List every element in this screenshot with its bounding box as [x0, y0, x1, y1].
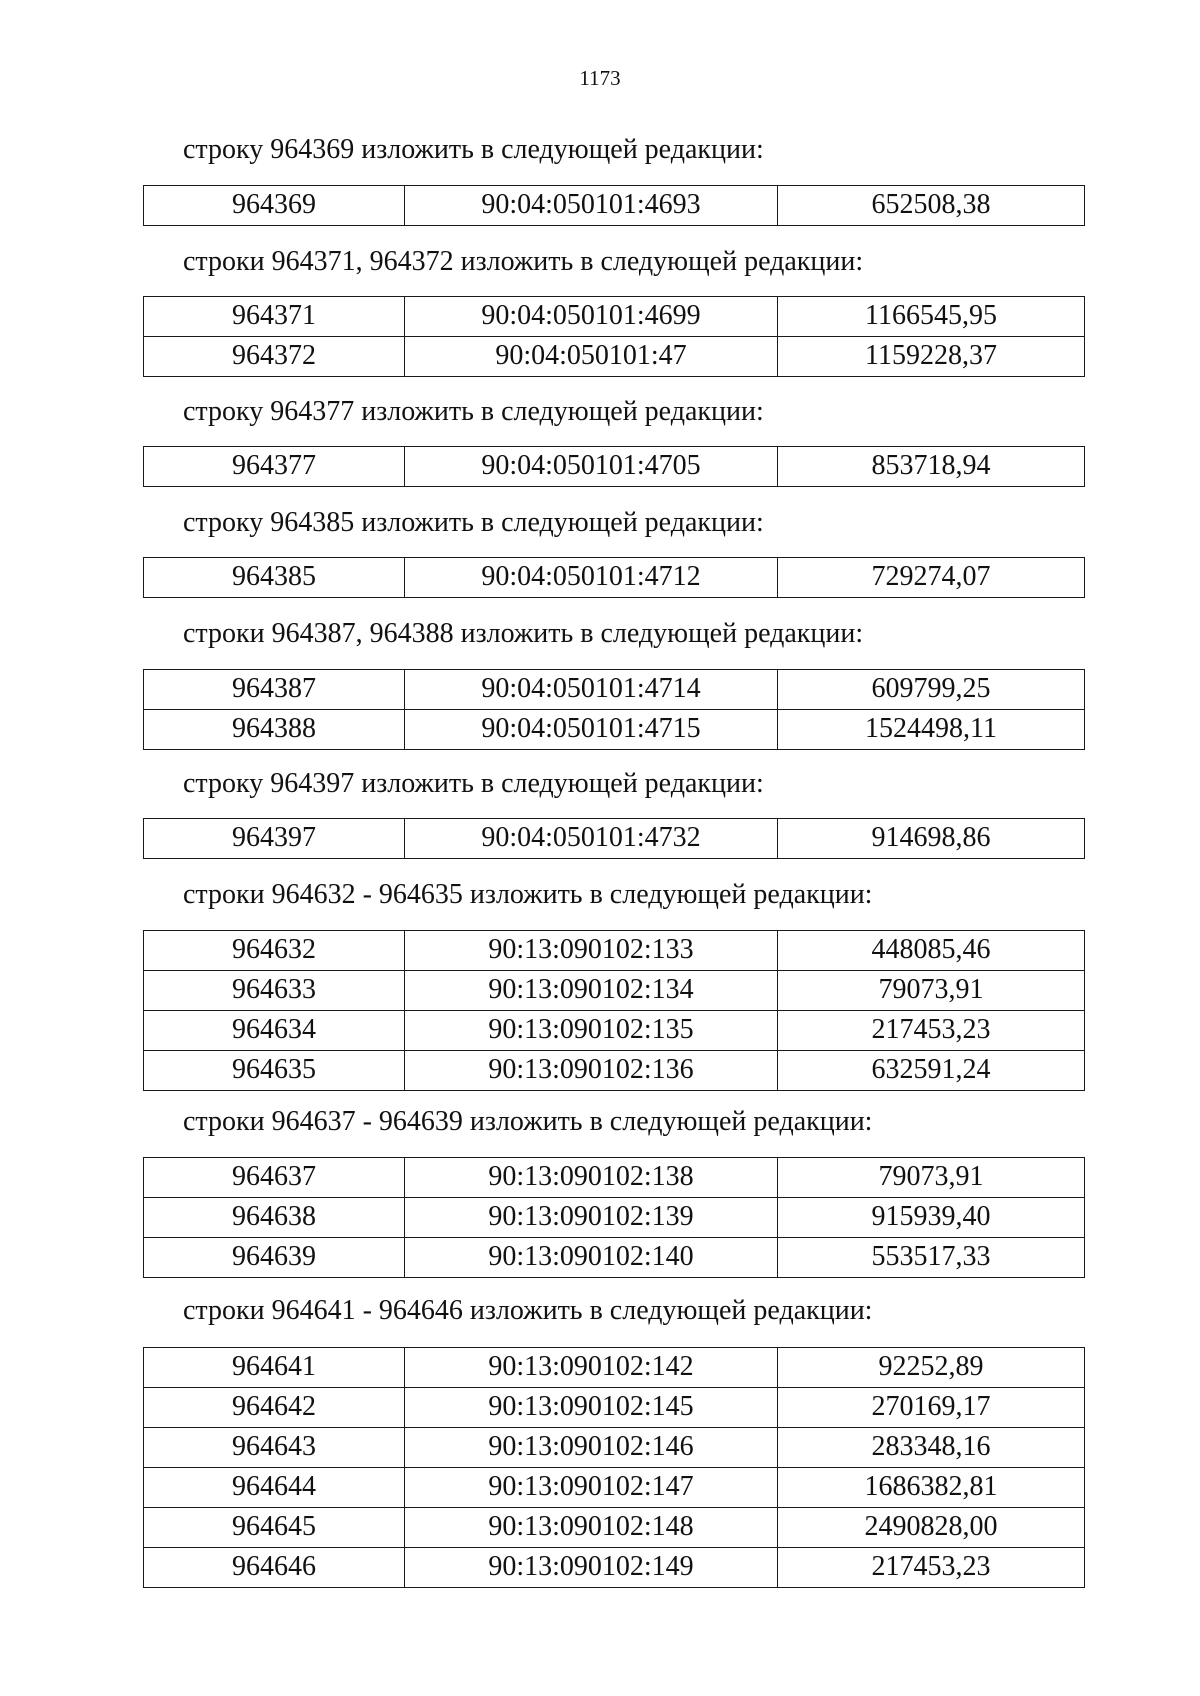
table-row — [144, 931, 1085, 971]
cadastral-number-cell: 90:13:090102:136 — [405, 1051, 778, 1091]
cadastral-number-cell: 90:13:090102:135 — [405, 1011, 778, 1051]
section-instruction: строки 964387, 964388 изложить в следующей редакции: — [183, 618, 864, 649]
cadastral-number-cell: 90:04:050101:4715 — [405, 710, 778, 750]
table-row — [144, 297, 1085, 337]
cadastral-number-cell: 90:04:050101:4714 — [405, 670, 778, 710]
value-cell: 217453,23 — [778, 1011, 1085, 1051]
row-number-cell: 964644 — [144, 1468, 405, 1508]
section-table — [143, 930, 1085, 1091]
table-row — [144, 1468, 1085, 1508]
value-cell: 79073,91 — [778, 1158, 1085, 1198]
row-number-cell: 964637 — [144, 1158, 405, 1198]
row-number-cell: 964635 — [144, 1051, 405, 1091]
value-cell: 92252,89 — [778, 1348, 1085, 1388]
table-row — [144, 1051, 1085, 1091]
value-cell: 609799,25 — [778, 670, 1085, 710]
cadastral-number-cell: 90:04:050101:4705 — [405, 447, 778, 487]
value-cell: 729274,07 — [778, 558, 1085, 598]
row-number-cell: 964397 — [144, 819, 405, 859]
cadastral-number-cell: 90:13:090102:149 — [405, 1548, 778, 1588]
section-table — [143, 446, 1085, 487]
value-cell: 283348,16 — [778, 1428, 1085, 1468]
value-cell: 217453,23 — [778, 1548, 1085, 1588]
cadastral-number-cell: 90:13:090102:146 — [405, 1428, 778, 1468]
row-number-cell: 964377 — [144, 447, 405, 487]
value-cell: 853718,94 — [778, 447, 1085, 487]
row-number-cell: 964641 — [144, 1348, 405, 1388]
value-cell: 1166545,95 — [778, 297, 1085, 337]
section-table — [143, 296, 1085, 377]
row-number-cell: 964388 — [144, 710, 405, 750]
value-cell: 652508,38 — [778, 186, 1085, 226]
page-number: 1173 — [579, 66, 621, 90]
row-number-cell: 964642 — [144, 1388, 405, 1428]
value-cell: 632591,24 — [778, 1051, 1085, 1091]
cadastral-number-cell: 90:13:090102:147 — [405, 1468, 778, 1508]
section-instruction: строку 964377 изложить в следующей редакции: — [183, 396, 764, 427]
section-table — [143, 1157, 1085, 1278]
cadastral-number-cell: 90:13:090102:133 — [405, 931, 778, 971]
table-row — [144, 710, 1085, 750]
table-row — [144, 337, 1085, 377]
row-number-cell: 964638 — [144, 1198, 405, 1238]
cadastral-number-cell: 90:13:090102:139 — [405, 1198, 778, 1238]
table-row — [144, 670, 1085, 710]
value-cell: 1159228,37 — [778, 337, 1085, 377]
value-cell: 79073,91 — [778, 971, 1085, 1011]
section-instruction: строки 964371, 964372 изложить в следующей редакции: — [183, 246, 864, 277]
cadastral-number-cell: 90:13:090102:148 — [405, 1508, 778, 1548]
table-row — [144, 1238, 1085, 1278]
table-row — [144, 558, 1085, 598]
row-number-cell: 964372 — [144, 337, 405, 377]
row-number-cell: 964385 — [144, 558, 405, 598]
table-row — [144, 1388, 1085, 1428]
cadastral-number-cell: 90:04:050101:4712 — [405, 558, 778, 598]
table-row — [144, 1348, 1085, 1388]
cadastral-number-cell: 90:13:090102:145 — [405, 1388, 778, 1428]
value-cell: 1524498,11 — [778, 710, 1085, 750]
row-number-cell: 964645 — [144, 1508, 405, 1548]
value-cell: 448085,46 — [778, 931, 1085, 971]
section-table — [143, 818, 1085, 859]
value-cell: 270169,17 — [778, 1388, 1085, 1428]
value-cell: 1686382,81 — [778, 1468, 1085, 1508]
section-instruction: строки 964637 - 964639 изложить в следующей редакции: — [183, 1106, 873, 1137]
row-number-cell: 964646 — [144, 1548, 405, 1588]
value-cell: 915939,40 — [778, 1198, 1085, 1238]
value-cell: 2490828,00 — [778, 1508, 1085, 1548]
section-table — [143, 557, 1085, 598]
table-row — [144, 1508, 1085, 1548]
table-row — [144, 186, 1085, 226]
section-instruction: строку 964397 изложить в следующей редакции: — [183, 768, 764, 799]
table-row — [144, 1011, 1085, 1051]
row-number-cell: 964387 — [144, 670, 405, 710]
row-number-cell: 964643 — [144, 1428, 405, 1468]
value-cell: 914698,86 — [778, 819, 1085, 859]
section-instruction: строку 964385 изложить в следующей редакции: — [183, 507, 764, 538]
cadastral-number-cell: 90:13:090102:140 — [405, 1238, 778, 1278]
cadastral-number-cell: 90:13:090102:134 — [405, 971, 778, 1011]
section-table — [143, 669, 1085, 750]
table-row — [144, 1548, 1085, 1588]
cadastral-number-cell: 90:04:050101:4699 — [405, 297, 778, 337]
table-row — [144, 1198, 1085, 1238]
table-row — [144, 1158, 1085, 1198]
table-row — [144, 1428, 1085, 1468]
value-cell: 553517,33 — [778, 1238, 1085, 1278]
cadastral-number-cell: 90:04:050101:4693 — [405, 186, 778, 226]
row-number-cell: 964634 — [144, 1011, 405, 1051]
table-row — [144, 971, 1085, 1011]
cadastral-number-cell: 90:04:050101:47 — [405, 337, 778, 377]
cadastral-number-cell: 90:13:090102:138 — [405, 1158, 778, 1198]
section-instruction: строки 964641 - 964646 изложить в следующей редакции: — [183, 1295, 873, 1326]
cadastral-number-cell: 90:13:090102:142 — [405, 1348, 778, 1388]
section-table — [143, 1347, 1085, 1588]
row-number-cell: 964633 — [144, 971, 405, 1011]
section-instruction: строку 964369 изложить в следующей редакции: — [183, 134, 764, 165]
row-number-cell: 964369 — [144, 186, 405, 226]
row-number-cell: 964632 — [144, 931, 405, 971]
table-row — [144, 819, 1085, 859]
row-number-cell: 964639 — [144, 1238, 405, 1278]
section-table — [143, 185, 1085, 226]
table-row — [144, 447, 1085, 487]
row-number-cell: 964371 — [144, 297, 405, 337]
cadastral-number-cell: 90:04:050101:4732 — [405, 819, 778, 859]
section-instruction: строки 964632 - 964635 изложить в следующей редакции: — [183, 879, 873, 910]
